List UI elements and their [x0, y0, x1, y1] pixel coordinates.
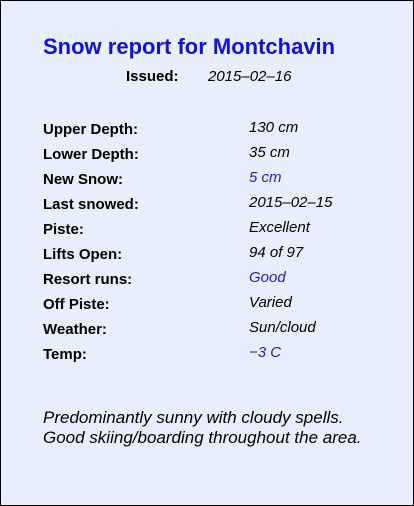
- row-piste: [43, 219, 383, 244]
- row-value: Sun/cloud: [249, 319, 316, 336]
- issued-date: 2015–02–16: [208, 68, 292, 85]
- summary-line: Good skiing/boarding throughout the area.: [43, 428, 362, 447]
- report-title: Snow report for Montchavin: [43, 34, 336, 59]
- summary-line: Predominantly sunny with cloudy spells.: [43, 408, 344, 427]
- row-label: Piste:: [43, 221, 84, 238]
- row-value: 130 cm: [249, 119, 299, 136]
- row-value: Varied: [249, 294, 292, 311]
- row-lifts-open: [43, 244, 383, 269]
- row-value: −3 C: [249, 344, 282, 361]
- row-new-snow: [43, 169, 383, 194]
- issued-label: Issued:: [126, 68, 179, 85]
- row-value: Excellent: [249, 219, 310, 236]
- row-value: 35 cm: [249, 144, 290, 161]
- row-label: Weather:: [43, 321, 107, 338]
- row-off-piste: [43, 294, 383, 319]
- conditions-summary: [43, 408, 393, 448]
- row-upper-depth: [43, 119, 383, 144]
- row-lower-depth: [43, 144, 383, 169]
- row-temp: [43, 344, 383, 369]
- row-weather: [43, 319, 383, 344]
- row-label: New Snow:: [43, 171, 124, 188]
- row-value: 2015–02–15: [249, 194, 333, 211]
- row-label: Temp:: [43, 346, 87, 363]
- row-label: Resort runs:: [43, 271, 133, 288]
- row-label: Last snowed:: [43, 196, 139, 213]
- row-label: Lifts Open:: [43, 246, 123, 263]
- row-value: 5 cm: [249, 169, 282, 186]
- row-label: Upper Depth:: [43, 121, 138, 138]
- row-label: Off Piste:: [43, 296, 110, 313]
- row-last-snowed: [43, 194, 383, 219]
- row-value: 94 of 97: [249, 244, 304, 261]
- row-resort-runs: [43, 269, 383, 294]
- row-value: Good: [249, 269, 286, 286]
- conditions-list: [43, 119, 383, 369]
- row-label: Lower Depth:: [43, 146, 139, 163]
